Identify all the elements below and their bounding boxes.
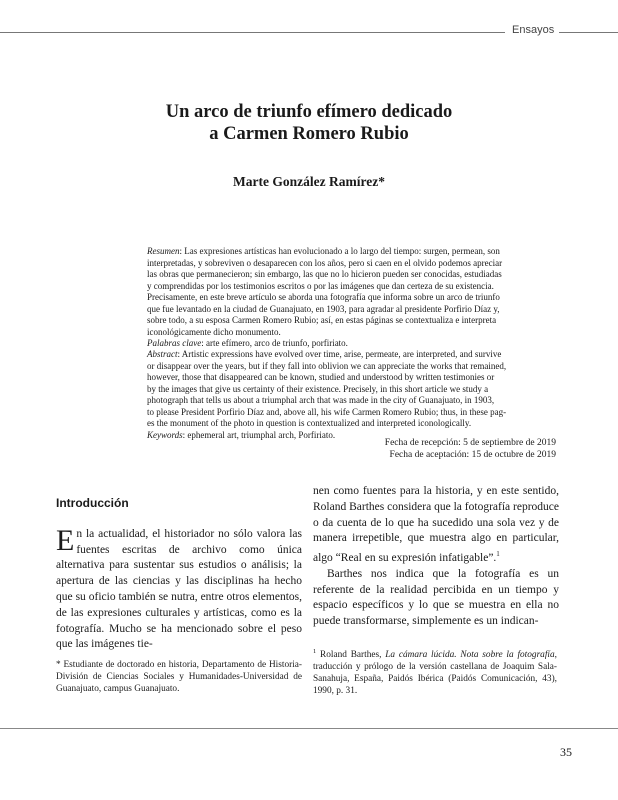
resumen-line: Precisamente, en este breve artículo se aborda una fotografía que informa sobre un arco de triunfo xyxy=(147,292,500,302)
resumen-line: sobre todo, a su esposa Carmen Romero Rubio; así, en estas páginas se contextualiza e interpreta xyxy=(147,315,497,325)
title-line-1: Un arco de triunfo efímero dedicado xyxy=(165,102,453,122)
body-column-right xyxy=(313,484,559,630)
body-paragraph: nen como fuentes para la historia, y en este sentido, Roland Barthes considera que la fotografía reproduce o da cuenta de lo que ha sucedido una sola vez y de manera irrepetible, que muestra algo en particular, algo “Real en su expresión infatigable”.$^1$ xyxy=(313,485,559,565)
section-heading-introduccion: Introducción xyxy=(56,496,129,510)
resumen-label: Resumen xyxy=(147,246,180,256)
drop-cap: E xyxy=(56,523,75,557)
author-footnote: * Estudiante de doctorado en historia, Departamento de Historia-División de Ciencias Sociales y Humanidades-Universidad de Guanajuato, campus Guanajuato. xyxy=(56,660,302,694)
body-paragraph: Barthes nos indica que la fotografía es un referente de la realidad percibida en un tiempo y espacio específicos y lo que se muestra en ella no puede transformarse, simplemente es un indican- xyxy=(313,567,559,628)
abstract-line: photograph that tells us about a triumphal arch that was made in the city of Guanajuato, in 1903, xyxy=(147,395,495,405)
abstract-label: Abstract xyxy=(147,349,178,359)
resumen-keywords: Palabras clave: arte efímero, arco de triunfo, porfiriato. xyxy=(147,338,348,348)
abstract-line: however, those that disappeared can be known, studied and understood by written testimonies or xyxy=(147,372,495,382)
resumen-line: las obras que permanecieron; sin embargo, las que no lo hicieron pueden ser conocidas, estudiadas xyxy=(147,269,502,279)
keywords-label: Palabras clave xyxy=(147,338,202,348)
abstract-line: Abstract: Artistic expressions have evolved over time, arise, permeate, are interpreted, and survive xyxy=(147,349,502,359)
abstract-keywords: Keywords: ephemeral art, triumphal arch, Porfiriato. xyxy=(147,429,336,440)
intro-paragraph xyxy=(56,523,302,653)
article-title xyxy=(0,101,618,145)
keywords-label-en: Keywords xyxy=(147,429,183,440)
abstract-line: to please President Porfirio Díaz and, above all, his wife Carmen Romero Rubio; thus, in these pag- xyxy=(147,406,507,417)
abstract-line: or disappear over the years, but if they fall into oblivion we can appreciate the works that remained, xyxy=(147,360,507,371)
footer-rule xyxy=(0,728,618,729)
resumen-block xyxy=(147,246,556,350)
date-received: Fecha de recepción: 5 de septiembre de 2019 xyxy=(384,438,556,448)
footnote-ref-1[interactable]: 1 xyxy=(496,550,500,559)
intro-text: n la actualidad, el historiador no sólo valora las fuentes escritas de archivo como única alternativa para sustentar sus estudios o análisis; la apertura de las ciencias y las disciplinas ha hecho que su oficio también se nutra, entre otros elementos, de las expresiones culturales y artísticas, como es la fotografía. Mucho se ha mencionado sobre el peso que las imágenes tie- xyxy=(56,527,302,651)
resumen-line: interpretadas, y sobreviven o desaparecen con los años, pero si caen en el olvido podemos apreciar xyxy=(147,257,503,268)
submission-dates xyxy=(385,437,556,461)
header-rule-right xyxy=(559,32,618,33)
footnote-1: $^1$ Roland Barthes, La cámara lúcida. Nota sobre la fotografía, traducción y prólogo de la versión castellana de Joaquim Sala-Sanahuja, España, Paidós Ibérica (Paidós Comunicación, 43), 1990, p. 31. xyxy=(313,648,557,697)
cited-work-title: La cámara lúcida. Nota sobre la fotografía xyxy=(385,650,555,661)
resumen-line: que fue levantado en la ciudad de Guanajuato, en 1903, para agradar al presidente Porfirio Díaz y, xyxy=(147,303,500,314)
title-line-2: a Carmen Romero Rubio xyxy=(209,124,409,144)
abstract-block xyxy=(147,349,556,441)
body-column-left xyxy=(56,496,302,653)
header-rule-left xyxy=(0,32,505,33)
date-accepted: Fecha de aceptación: 15 de octubre de 2019 xyxy=(389,450,556,460)
abstract-line: es the monument of the photo in question is contextualized and interpreted iconologically. xyxy=(147,418,472,428)
page-number: 35 xyxy=(560,745,572,759)
section-label: Ensayos xyxy=(512,24,555,36)
resumen-line: y comprendidas por los testimonios escritos o por las imágenes que dan certeza de su existencia. xyxy=(147,280,494,291)
resumen-line: Resumen: Las expresiones artísticas han evolucionado a lo largo del tiempo: surgen, permean, son xyxy=(147,246,500,256)
footnote-1-mark: 1 xyxy=(313,648,317,655)
resumen-line: iconológicamente dicho monumento. xyxy=(147,326,281,337)
author-name: Marte González Ramírez* xyxy=(233,174,385,189)
abstract-line: by the images that give us certainty of their existence. Precisely, in this short article we study a xyxy=(147,383,489,394)
